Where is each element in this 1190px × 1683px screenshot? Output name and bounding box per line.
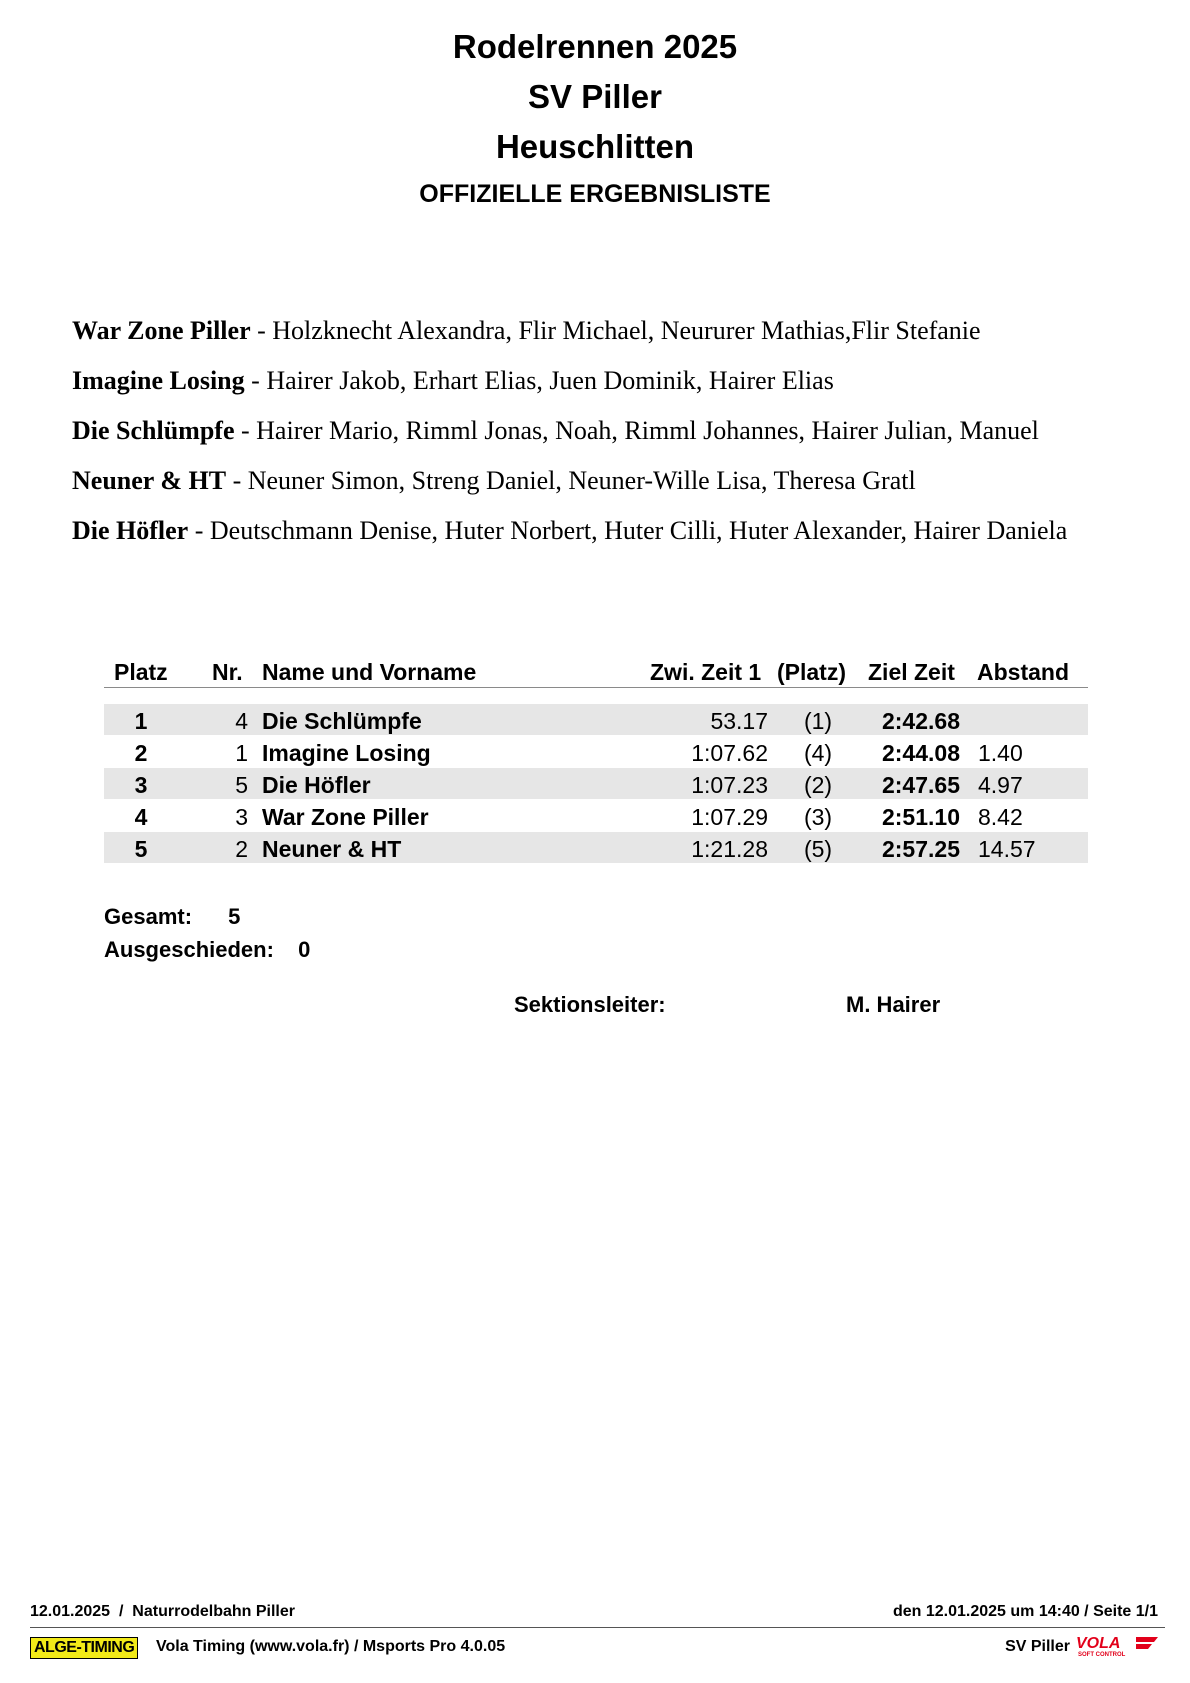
cell-zwi-platz: (1) bbox=[803, 708, 833, 734]
team-line bbox=[72, 316, 1067, 366]
cell-ziel-zeit: 2:44.08 bbox=[881, 740, 960, 766]
cell-name: War Zone Piller bbox=[262, 804, 429, 830]
summary-eliminated bbox=[104, 937, 310, 963]
team-members: - Deutschmann Denise, Huter Norbert, Huter Cilli, Huter Alexander, Hairer Daniela bbox=[188, 516, 1068, 545]
cell-nr: 3 bbox=[235, 804, 248, 830]
club-title: SV Piller bbox=[528, 78, 662, 115]
header-zwi-platz: (Platz) bbox=[777, 659, 846, 685]
table-header bbox=[104, 655, 1088, 688]
header-abstand: Abstand bbox=[977, 659, 1069, 685]
header-platz: Platz bbox=[114, 659, 168, 685]
cell-nr: 4 bbox=[235, 708, 248, 734]
team-line bbox=[72, 466, 1067, 516]
vola-logo-mark bbox=[1136, 1637, 1158, 1649]
document-subtitle: OFFIZIELLE ERGEBNISLISTE bbox=[419, 180, 771, 208]
results-table bbox=[104, 655, 1088, 864]
category-title: Heuschlitten bbox=[495, 128, 695, 165]
cell-name: Die Höfler bbox=[262, 772, 371, 798]
cell-abstand: 14.57 bbox=[978, 836, 1036, 862]
team-name: War Zone Piller bbox=[72, 316, 251, 345]
team-members: - Holzknecht Alexandra, Flir Michael, Neururer Mathias,Flir Stefanie bbox=[250, 316, 981, 345]
cell-platz: 5 bbox=[134, 836, 148, 862]
cell-platz: 4 bbox=[134, 804, 148, 830]
cell-nr: 1 bbox=[235, 740, 248, 766]
total-value: 5 bbox=[228, 904, 241, 929]
team-members: - Hairer Mario, Rimml Jonas, Noah, Rimml Johannes, Hairer Julian, Manuel bbox=[234, 416, 1039, 445]
cell-zwi-platz: (5) bbox=[803, 836, 833, 862]
cell-abstand: 1.40 bbox=[978, 740, 1023, 766]
cell-platz: 3 bbox=[134, 772, 148, 798]
cell-zwi-zeit: 1:07.29 bbox=[691, 804, 768, 830]
footer-software: Vola Timing (www.vola.fr) / Msports Pro 4.0.05 bbox=[156, 1638, 506, 1655]
cell-zwi-platz: (3) bbox=[803, 804, 833, 830]
team-line bbox=[72, 416, 1067, 466]
team-roster bbox=[72, 316, 1067, 566]
team-members: - Neuner Simon, Streng Daniel, Neuner-Wille Lisa, Theresa Gratl bbox=[226, 466, 916, 495]
header-ziel-zeit: Ziel Zeit bbox=[868, 659, 955, 685]
cell-ziel-zeit: 2:51.10 bbox=[881, 804, 960, 830]
summary-total bbox=[104, 904, 240, 930]
cell-zwi-zeit: 1:07.23 bbox=[691, 772, 768, 798]
team-line bbox=[72, 366, 1067, 416]
eliminated-value: 0 bbox=[298, 937, 311, 962]
cell-nr: 2 bbox=[235, 836, 248, 862]
vola-logo-text: VOLA bbox=[1076, 1635, 1121, 1652]
cell-nr: 5 bbox=[235, 772, 248, 798]
cell-abstand: 4.97 bbox=[978, 772, 1023, 798]
cell-name: Neuner & HT bbox=[262, 836, 402, 862]
cell-zwi-platz: (2) bbox=[803, 772, 833, 798]
header-name: Name und Vorname bbox=[262, 659, 477, 685]
table-body bbox=[104, 704, 1088, 863]
document-title: Rodelrennen 2025 bbox=[452, 28, 738, 65]
alge-timing-logo: ALGE-TIMING bbox=[30, 1637, 138, 1659]
table-row bbox=[104, 832, 1088, 863]
cell-ziel-zeit: 2:47.65 bbox=[881, 772, 960, 798]
table-row bbox=[104, 736, 1088, 767]
team-name: Die Höfler bbox=[72, 516, 189, 545]
cell-abstand: 8.42 bbox=[978, 804, 1023, 830]
footer-divider bbox=[30, 1627, 1165, 1628]
cell-platz: 1 bbox=[134, 708, 148, 734]
footer-date-location: 12.01.2025 / Naturrodelbahn Piller bbox=[30, 1603, 295, 1620]
table-row bbox=[104, 704, 1088, 735]
cell-zwi-zeit: 53.17 bbox=[710, 708, 768, 734]
team-line bbox=[72, 516, 1067, 566]
cell-platz: 2 bbox=[134, 740, 148, 766]
header-nr: Nr. bbox=[212, 659, 243, 685]
cell-name: Die Schlümpfe bbox=[262, 708, 422, 734]
cell-ziel-zeit: 2:42.68 bbox=[881, 708, 960, 734]
footer-club: SV Piller bbox=[1005, 1638, 1070, 1655]
team-name: Die Schlümpfe bbox=[72, 416, 235, 445]
team-name: Imagine Losing bbox=[72, 366, 245, 395]
header-zwi-zeit: Zwi. Zeit 1 bbox=[650, 659, 762, 685]
total-label: Gesamt: bbox=[104, 904, 193, 929]
team-members: - Hairer Jakob, Erhart Elias, Juen Dominik, Hairer Elias bbox=[244, 366, 834, 395]
table-row bbox=[104, 768, 1088, 799]
table-row bbox=[104, 800, 1088, 831]
cell-zwi-zeit: 1:07.62 bbox=[691, 740, 768, 766]
team-name: Neuner & HT bbox=[72, 466, 227, 495]
vola-logo-sub: SOFT CONTROL bbox=[1078, 1652, 1126, 1658]
footer-print-info: den 12.01.2025 um 14:40 / Seite 1/1 bbox=[892, 1603, 1158, 1620]
cell-name: Imagine Losing bbox=[262, 740, 431, 766]
cell-zwi-platz: (4) bbox=[803, 740, 833, 766]
vola-logo bbox=[1074, 1634, 1160, 1658]
eliminated-label: Ausgeschieden: bbox=[104, 937, 274, 962]
cell-ziel-zeit: 2:57.25 bbox=[881, 836, 960, 862]
signature-label: Sektionsleiter: bbox=[514, 992, 666, 1017]
signature-name: M. Hairer bbox=[846, 992, 941, 1017]
cell-zwi-zeit: 1:21.28 bbox=[691, 836, 768, 862]
